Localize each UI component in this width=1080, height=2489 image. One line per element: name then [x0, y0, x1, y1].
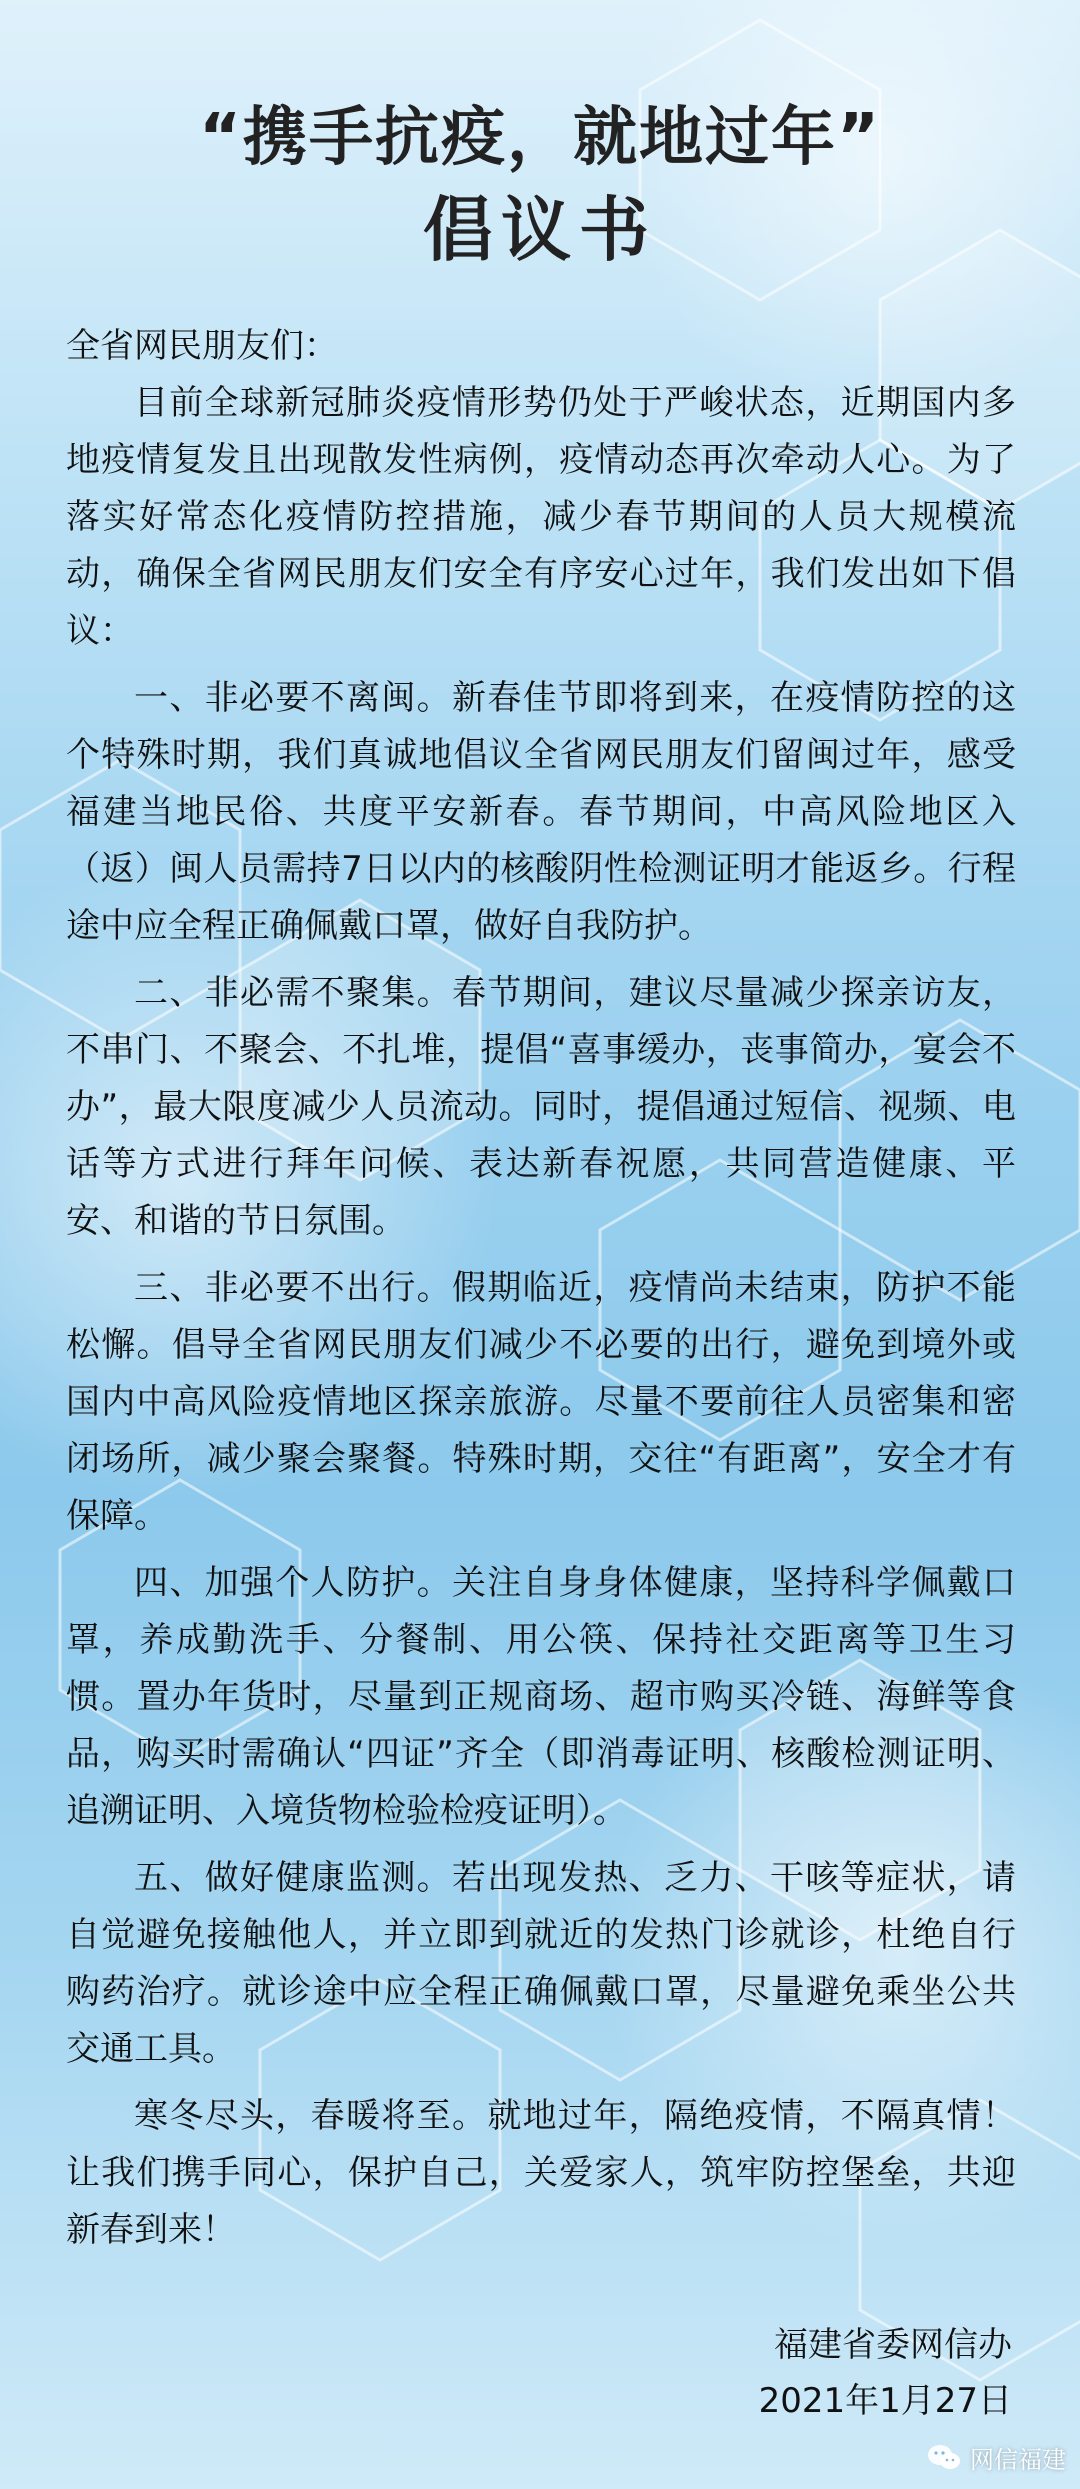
page-title: “携手抗疫，就地过年”	[198, 101, 882, 175]
page-subtitle: 倡议书	[423, 189, 657, 271]
paragraph-item-1: 一、非必要不离闽。新春佳节即将到来，在疫情防控的这个特殊时期，我们真诚地倡议全省网民朋友们留闽过年，感受福建当地民俗、共度平安新春。春节期间，中高风险地区入（返）闽人员需持7日以内的核酸阴性检测证明才能返乡。行程途中应全程正确佩戴口罩，做好自我防护。	[66, 678, 1016, 946]
wechat-icon	[926, 2443, 962, 2473]
paragraph-item-5: 五、做好健康监测。若出现发热、乏力、干咳等症状，请自觉避免接触他人，并立即到就近的发热门诊就诊，杜绝自行购药治疗。就诊途中应全程正确佩戴口罩，尽量避免乘坐公共交通工具。	[66, 1858, 1016, 2069]
watermark	[926, 2440, 1066, 2475]
watermark-text: 网信福建	[970, 2446, 1066, 2474]
paragraph-intro: 目前全球新冠肺炎疫情形势仍处于严峻状态，近期国内多地疫情复发且出现散发性病例，疫情动态再次牵动人心。为了落实好常态化疫情防控措施，减少春节期间的人员大规模流动，确保全省网民朋友们安全有序安心过年，我们发出如下倡议：	[66, 383, 1016, 651]
salutation: 全省网民朋友们：	[66, 326, 338, 366]
letter-body	[66, 318, 1016, 2269]
paragraph-item-2: 二、非必需不聚集。春节期间，建议尽量减少探亲访友，不串门、不聚会、不扎堆，提倡“喜事缓办，丧事简办，宴会不办”，最大限度减少人员流动。同时，提倡通过短信、视频、电话等方式进行拜年问候、表达新春祝愿，共同营造健康、平安、和谐的节日氛围。	[66, 973, 1016, 1241]
paragraph-item-4: 四、加强个人防护。关注自身身体健康，坚持科学佩戴口罩，养成勤洗手、分餐制、用公筷、保持社交距离等卫生习惯。置办年货时，尽量到正规商场、超市购买冷链、海鲜等食品，购买时需确认“四证”齐全（即消毒证明、核酸检测证明、追溯证明、入境货物检验检疫证明）。	[66, 1563, 1016, 1831]
paragraph-closing: 寒冬尽头，春暖将至。就地过年，隔绝疫情，不隔真情！让我们携手同心，保护自己，关爱家人，筑牢防控堡垒，共迎新春到来！	[66, 2096, 1016, 2250]
paragraph-item-3: 三、非必要不出行。假期临近，疫情尚未结束，防护不能松懈。倡导全省网民朋友们减少不必要的出行，避免到境外或国内中高风险疫情地区探亲旅游。尽量不要前往人员密集和密闭场所，减少聚会聚餐。特殊时期，交往“有距离”，安全才有保障。	[66, 1268, 1016, 1536]
signature-organization: 福建省委网信办	[774, 2325, 1012, 2365]
signature-date: 2021年1月27日	[758, 2381, 1012, 2421]
